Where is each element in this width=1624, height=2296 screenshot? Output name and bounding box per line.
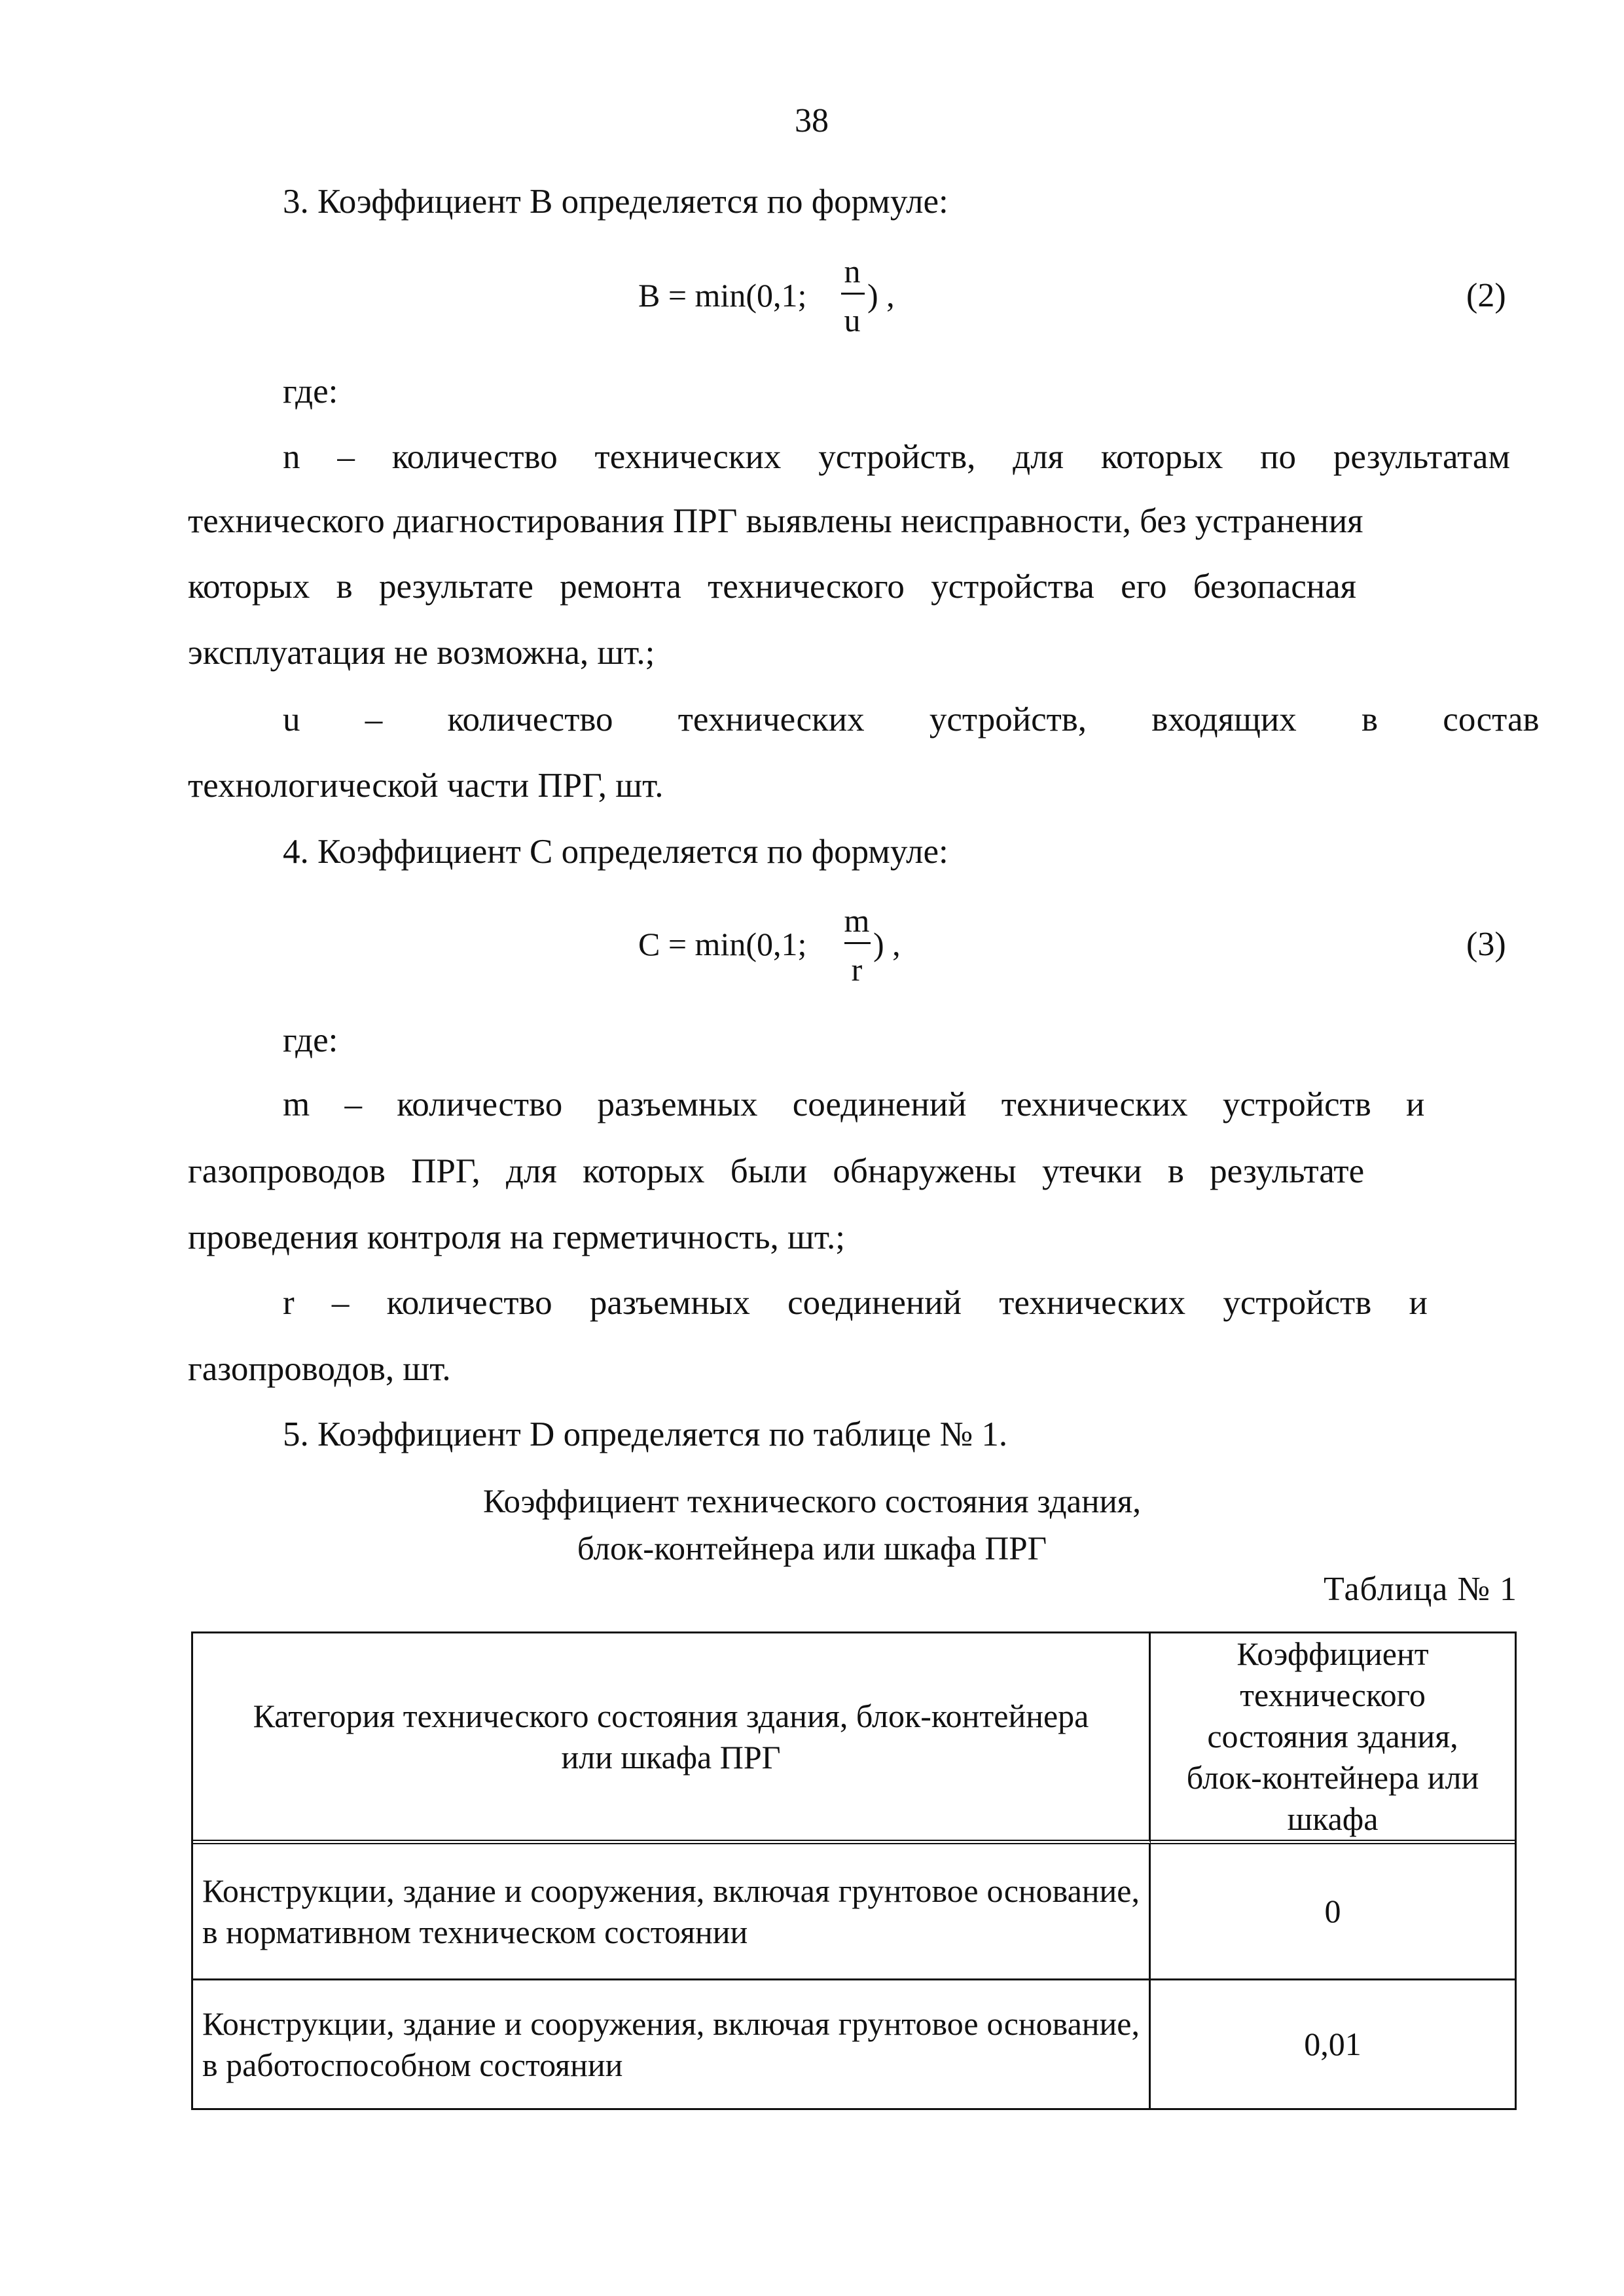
equation-number-3: (3): [1466, 926, 1506, 963]
page-number: 38: [795, 102, 829, 139]
formula-c-fraction-bar: [844, 942, 871, 944]
formula-c-close: ) ,: [873, 926, 901, 962]
table-cell-category: Конструкции, здание и сооружения, включая грунтовое основание, в работоспособном состоянии: [193, 1980, 1151, 2108]
m-definition-line-1: m – количество разъемных соединений технических устройств и: [283, 1085, 1425, 1123]
formula-c-lhs: C = min(0,1;: [638, 926, 807, 962]
where-label-1: где:: [283, 373, 338, 410]
table-header-row: [193, 1633, 1515, 1844]
formula-b-close: ) ,: [867, 277, 895, 314]
formula-b-numerator: n: [844, 253, 861, 289]
where-label-2: где:: [283, 1021, 338, 1059]
r-definition-line-1: r – количество разъемных соединений технических устройств и: [283, 1284, 1428, 1322]
u-definition-line-1: u – количество технических устройств, входящих в состав: [283, 701, 1540, 738]
equation-number-2: (2): [1466, 277, 1506, 314]
formula-c-numerator: m: [844, 902, 870, 939]
table-cell-value: 0,01: [1304, 2026, 1362, 2062]
section4-intro: 4. Коэффициент C определяется по формуле:: [283, 833, 948, 871]
table-header-coefficient: Коэффициент технического состояния здания, блок-контейнера или шкафа: [1151, 1633, 1515, 1844]
technical-condition-table: [191, 1631, 1517, 2110]
table-caption-line-1: Коэффициент технического состояния здания,: [483, 1484, 1141, 1520]
table-header-category: Категория технического состояния здания, блок-контейнера или шкафа ПРГ: [193, 1633, 1151, 1844]
table-cell-category: Конструкции, здание и сооружения, включая грунтовое основание, в нормативном техническом состоянии: [193, 1844, 1151, 1980]
section3-intro: 3. Коэффициент B определяется по формуле:: [283, 183, 948, 221]
table-row: [193, 1844, 1515, 1980]
formula-b-fraction-bar: [841, 293, 865, 295]
m-definition-line-2: газопроводов ПРГ, для которых были обнаружены утечки в результате: [188, 1152, 1365, 1190]
table-cell-value: 0: [1151, 1844, 1515, 1980]
n-definition-line-3: которых в результате ремонта технического устройства его безопасная: [188, 568, 1357, 606]
table-caption-line-2: блок-контейнера или шкафа ПРГ: [577, 1531, 1047, 1567]
formula-b-lhs: B = min(0,1;: [638, 277, 807, 314]
n-definition-line-4: эксплуатация не возможна, шт.;: [188, 634, 655, 672]
n-definition-line-1: n – количество технических устройств, для которых по результатам: [283, 438, 1510, 476]
r-definition-line-2: газопроводов, шт.: [188, 1350, 451, 1388]
n-definition-line-2: технического диагностирования ПРГ выявлены неисправности, без устранения: [188, 502, 1363, 540]
section5-intro: 5. Коэффициент D определяется по таблице № 1.: [283, 1415, 1008, 1453]
table-row: [193, 1980, 1515, 2108]
u-definition-line-2: технологической части ПРГ, шт.: [188, 767, 664, 805]
table-label: Таблица № 1: [1323, 1571, 1517, 1608]
formula-b-denominator: u: [844, 302, 861, 338]
formula-c-denominator: r: [851, 951, 863, 988]
m-definition-line-3: проведения контроля на герметичность, шт.;: [188, 1218, 845, 1256]
